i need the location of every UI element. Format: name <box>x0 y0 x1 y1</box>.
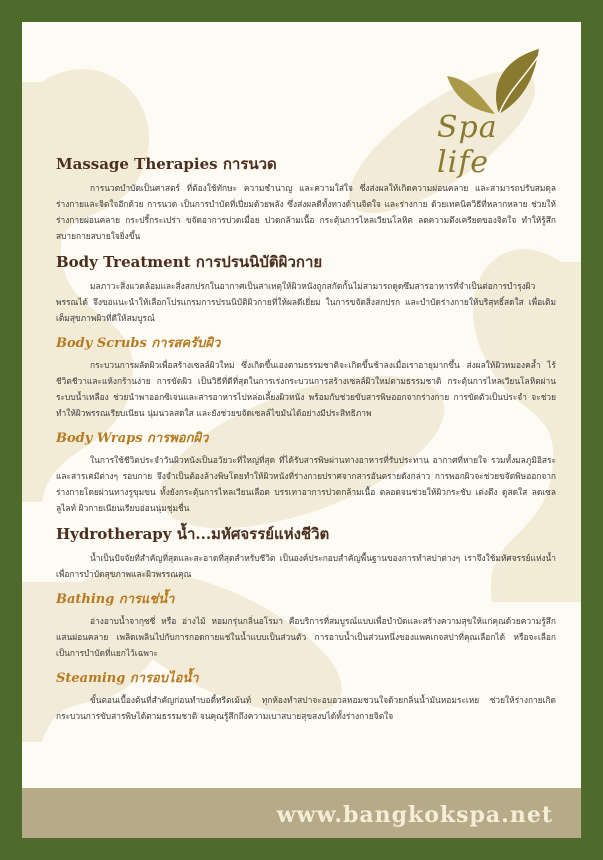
heading-body-scrubs: Body Scrubs การสครับผิว <box>56 336 221 351</box>
heading-hydrotherapy: Hydrotherapy น้ำ...มหัศจรรย์แห่งชีวิต <box>56 525 330 543</box>
body-body-scrubs: กระบวนการผลัดผิวเพื่อสร้างเซลล์ผิวใหม่ ซึ่งเกิดขึ้นเองตามธรรมชาติจะเกิดขึ้นช้าลงเมื่อเราอายุมากขึ้น ส่งผลให้ผิวหมองคล้ำ ไร้ชีวิตชีวาและแห้งกร้านง่าย การขัดผิว เป็นวิธีที่ดีที่สุดในการเร่งกระบวนการสร้างเซลล์ผิวใหม่ตามธรรมชาติ กระตุ้นการไหลเวียนโลหิตผ่านระบบน้ำเหลือง ช่วยนำพาออกซิเจนและสารอาหารไปหล่อเลี้ยงผิวหนัง พร้อมกับช่วยขับสารพิษออกจากร่างกาย การขัดตัวเป็นประจำ จะช่วยทำให้ผิวพรรณเรียบเนียน นุ่มนวลสดใส และยังช่วยขจัดเซลล์ไขมันได้อย่างมีประสิทธิภาพ <box>56 360 556 418</box>
leaf-icon <box>429 44 559 119</box>
body-massage: การนวดบำบัดเป็นศาสตร์ ที่ต้องใช้ทักษะ ความชำนาญ และความใส่ใจ ซึ่งส่งผลให้เกิดความผ่อนคลาย และสามารถปรับสมดุลร่างกายและจิตใจอีกด้วย การนวด เป็นการบำบัดที่เปี่ยมด้วยพลัง ซึ่งส่งผลดีทั้งทางด้านจิตใจ และร่างกาย ด้วยเทคนิควิธีที่หลากหลาย ช่วยให้ร่างกายผ่อนคลาย กระปรี้กระเปร่า ขจัดอาการปวดเมื่อย ปวดกล้ามเนื้อ กระตุ้นการไหลเวียนโลหิต ลดความตึงเครียดของจิตใจ ทำให้รู้สึกสบายกายสบายใจยิ่งขึ้น <box>56 183 556 241</box>
body-body-treatment: มลภาวะสิ่งแวดล้อมและสิ่งสกปรกในอากาศเป็นสาเหตุให้ผิวหนังถูกสกัดกั้นไม่สามารถดูดซึมสารอาหารที่จำเป็นต่อการบำรุงผิวพรรณได้ จึงขอแนะนำให้เลือกโปรแกรมการปรนนิบัติผิวกายที่ให้ผลดีเยี่ยม ในการขจัดสิ่งสกปรก และบำบัดร่างกายให้บริสุทธิ์สดใส เพื่อเติมเต็มสุขภาพผิวที่ดีให้สมบูรณ์ <box>56 281 556 323</box>
body-body-wraps: ในการใช้ชีวิตประจำวันผิวหนังเป็นอวัยวะที่ใหญ่ที่สุด ที่ได้รับสารพิษผ่านทางอาหารที่รับประทาน อากาศที่หายใจ รวมทั้งมลภูมิอิสระและสารเคมีต่างๆ รอบกาย จึงจำเป็นต้องล้างพิษโดยทำให้ผิวหนังที่ร่างกายปราศจากสารอันตรายดังกล่าว การพอกผิวจะช่วยขจัดพิษออกจากร่างกายโดยผ่านทางรูขุมขน ทั้งยังกระตุ้นการไหลเวียนเลือด บรรเทาอาการปวดกล้ามเนื้อ ตลอดจนช่วยให้ผิวกระชับ เต่งตึง ดูสดใส ลดเซลลูไลท์ ผิวกายเนียนเรียบอ่อนนุ่มชุ่มชื่น <box>56 455 556 513</box>
body-bathing: อ่างอาบน้ำจากุซซี่ หรือ อ่างไม้ หอมกรุ่นกลิ่นอโรมา คือบริการที่สมบูรณ์แบบเพื่อบำบัดและสร้างความสุขให้แก่คุณด้วยความรู้สึกแสนผ่อนคลาย เพลิดเพลินไปกับการกอดกายแช่ในน้ำแบบเป็นส่วนตัว การอาบน้ำเป็นส่วนหนึ่งของแพคเกจสปาที่คุณเลือกได้ หรือจะเลือกเป็นการบำบัดที่แยกไว้เฉพาะ <box>56 616 556 658</box>
article-content <box>56 146 556 724</box>
heading-massage: Massage Therapies การนวด <box>56 155 277 173</box>
logo-wordmark: Spa life <box>437 110 498 180</box>
heading-body-treatment: Body Treatment การปรนนิบัติผิวกาย <box>56 253 323 271</box>
spa-life-logo <box>429 44 559 180</box>
website-url: www.bangkokspa.net <box>276 802 553 828</box>
content-panel <box>22 22 581 838</box>
body-hydrotherapy: น้ำเป็นปัจจัยที่สำคัญที่สุดและสะอาดที่สุดสำหรับชีวิต เป็นองค์ประกอบสำคัญพื้นฐานของการทำสปาต่างๆ เราจึงใช้มหัศจรรย์แห่งน้ำเพื่อการบำบัดสุขภาพและผิวพรรณคุณ <box>56 553 556 579</box>
footer-bar <box>22 788 581 838</box>
heading-steaming: Steaming การอบไอน้ำ <box>56 671 199 686</box>
body-steaming: ขั้นตอนเบื้องต้นที่สำคัญก่อนทำบอดี้ทรีตเม้นท์ ทุกห้องทำสปาจะอบอวลหอมชวนใจด้วยกลิ่นน้ำมันหอมระเหย ช่วยให้ร่างกายเกิดกระบวนการขับสารพิษได้ตามธรรมชาติ จนคุณรู้สึกถึงความเบาสบายสุขสงบได้ทั้งร่างกายจิตใจ <box>56 695 556 721</box>
heading-bathing: Bathing การแช่น้ำ <box>56 592 175 607</box>
heading-body-wraps: Body Wraps การพอกผิว <box>56 431 209 446</box>
